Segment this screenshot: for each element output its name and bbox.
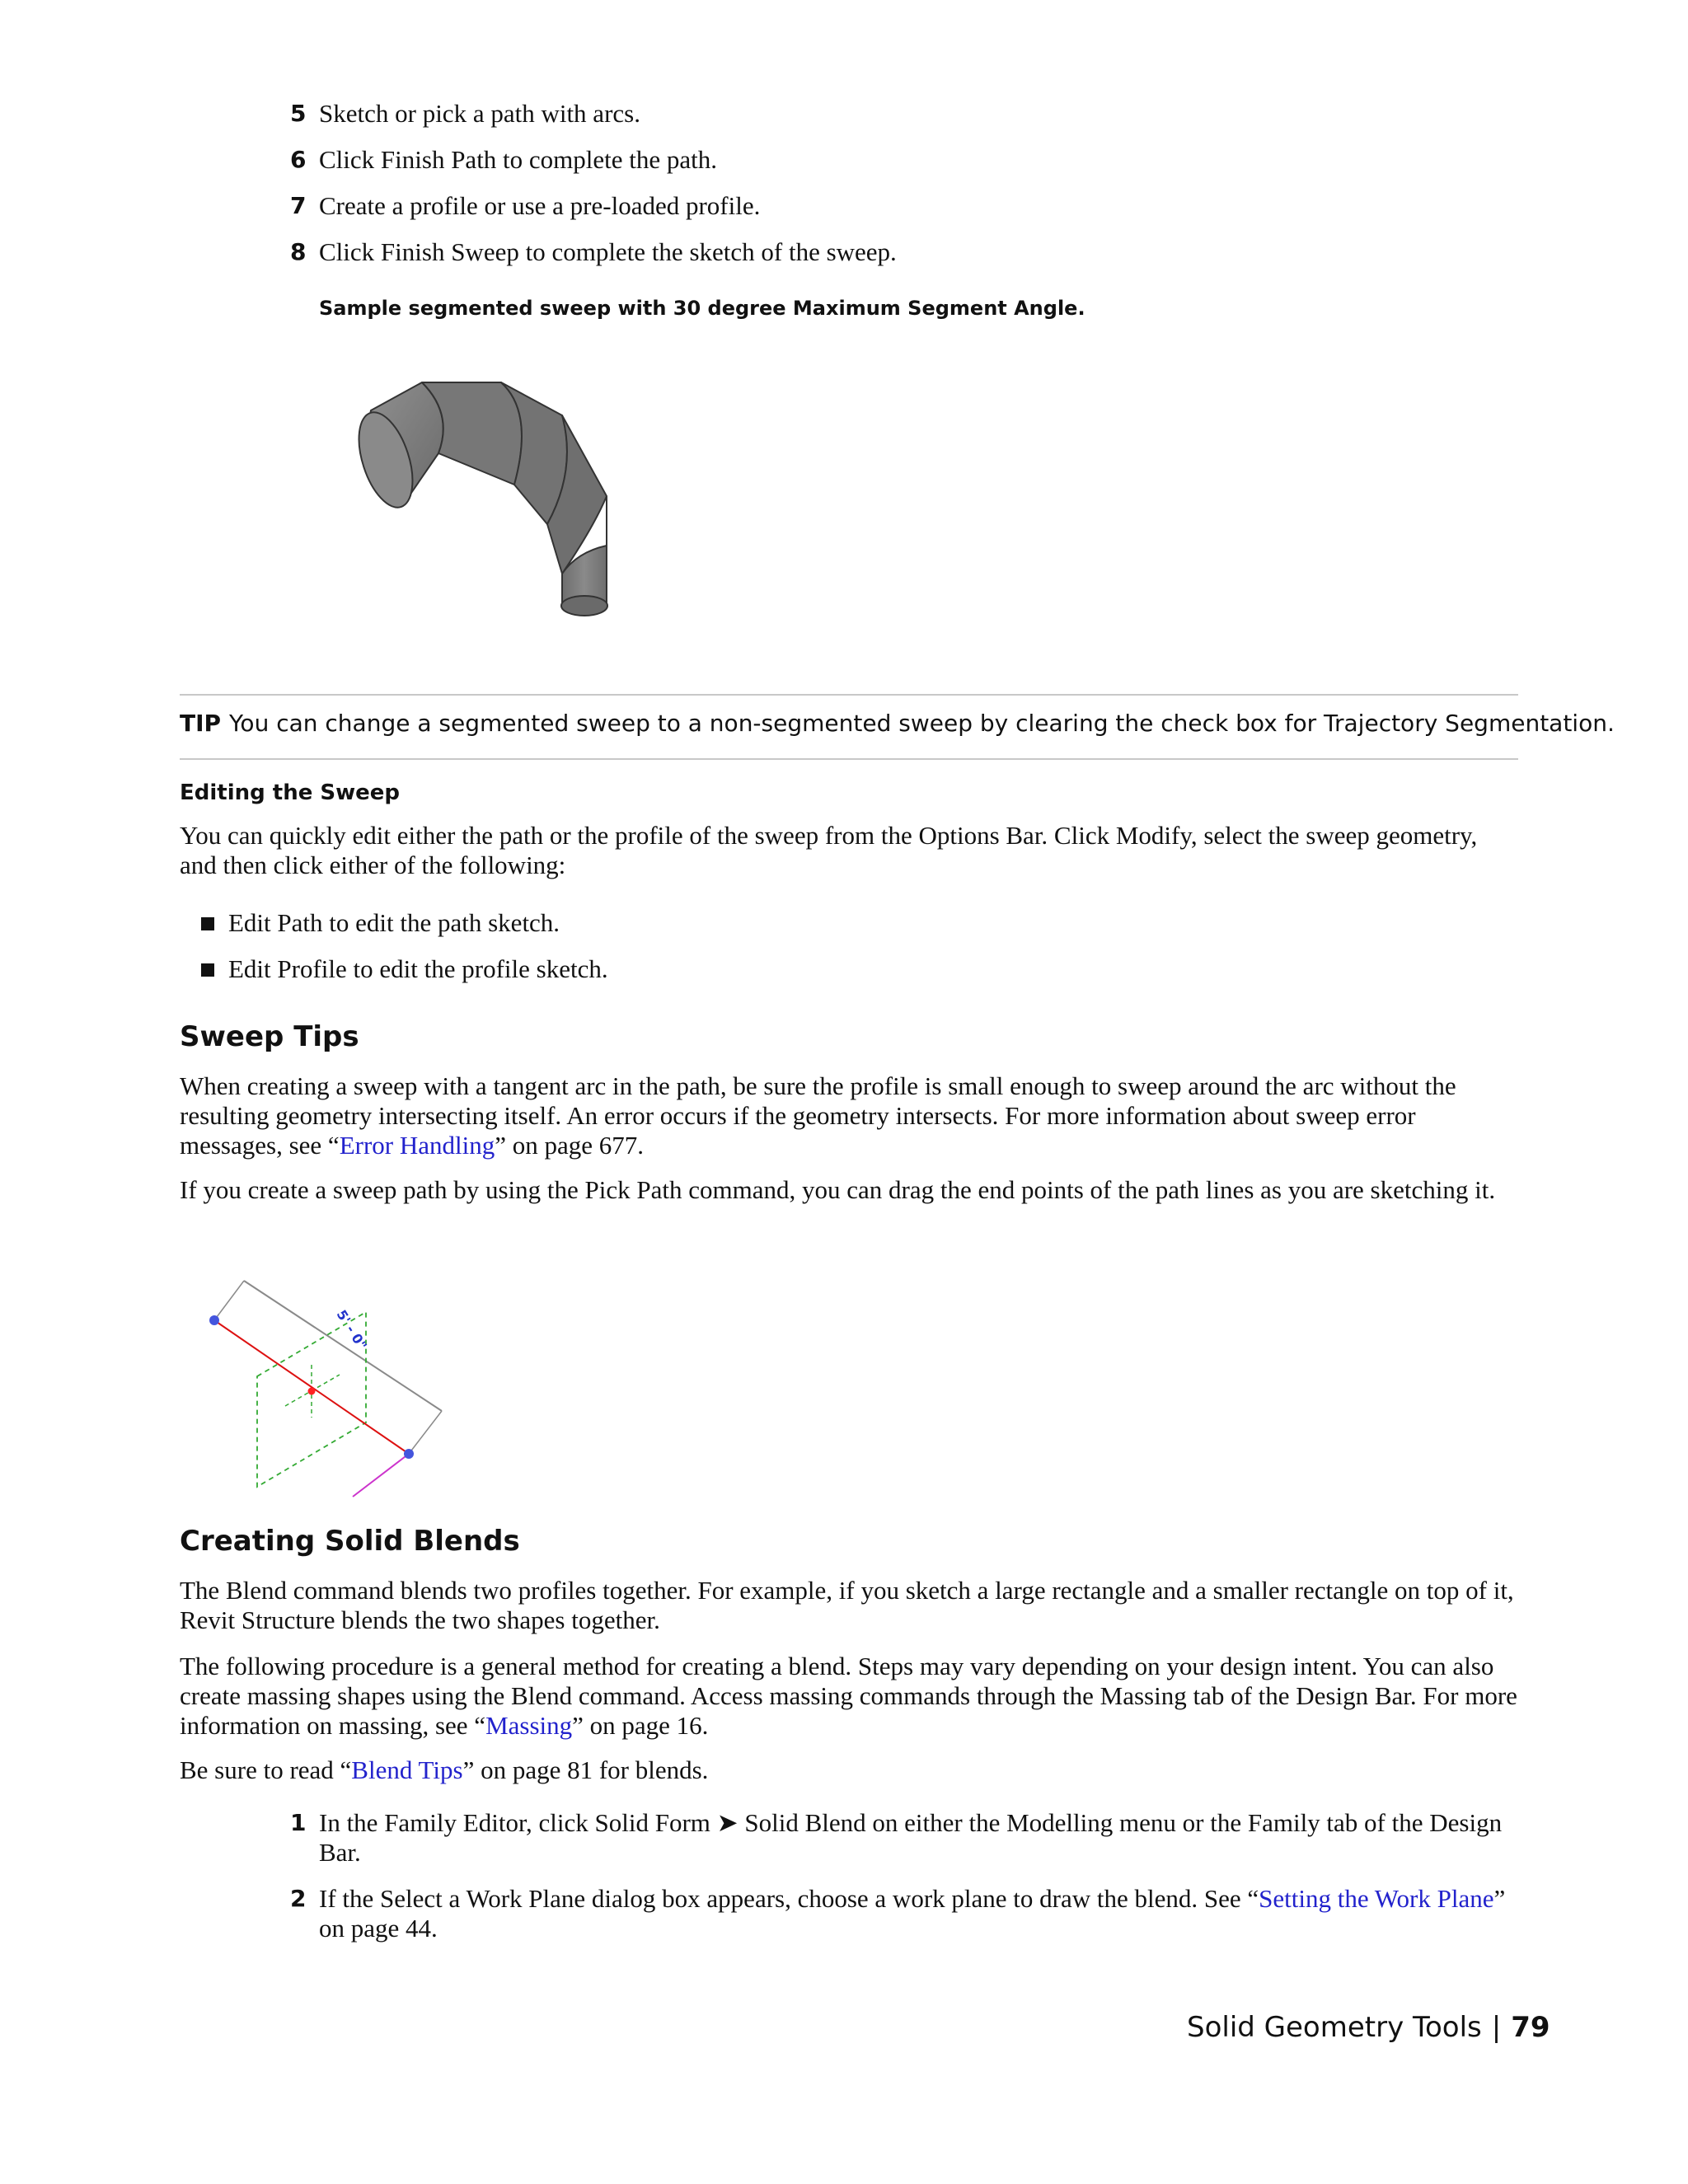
editing-heading: Editing the Sweep (180, 780, 401, 805)
bullet-text: Edit Path to edit the path sketch. (228, 908, 560, 937)
tip-note (180, 710, 1615, 738)
figure-caption: Sample segmented sweep with 30 degree Maximum Segment Angle. (319, 297, 1085, 320)
path-line (214, 1320, 409, 1454)
page-footer (1187, 2011, 1550, 2044)
tip-rule-bottom (180, 758, 1518, 760)
magenta-line (353, 1454, 409, 1497)
step-text: Sketch or pick a path with arcs. (319, 99, 640, 128)
step-8 (290, 237, 1518, 267)
text-run: ” on page 16. (572, 1711, 709, 1740)
text-run: ” on page 44. (319, 1884, 1506, 1943)
sweep-tips-paragraph-1 (180, 1071, 1518, 1160)
text-run: If the Select a Work Plane dialog box appears, choose a work plane to draw the blend. See “ (319, 1884, 1259, 1913)
bullet-square-icon (201, 917, 214, 930)
step-text: Click Finish Sweep to complete the sketch of the sweep. (319, 237, 897, 266)
error-handling-link[interactable]: Error Handling (339, 1131, 495, 1160)
step-number: 5 (290, 100, 307, 127)
text-run: ” on page 81 for blends. (462, 1755, 709, 1784)
page-number: 79 (1511, 2011, 1550, 2044)
tip-text: You can change a segmented sweep to a non-segmented sweep by clearing the check box for Trajectory Segmentation. (229, 710, 1615, 737)
text-run: Solid Blend on either the Modelling menu or the Family tab of the Design Bar. (319, 1808, 1503, 1867)
step-number: 7 (290, 192, 307, 219)
blends-paragraph-1: The Blend command blends two profiles together. For example, if you sketch a large rectangle and a smaller rectangle on top of it, Revit Structure blends the two shapes together. (180, 1576, 1514, 1634)
bullet-text: Edit Profile to edit the profile sketch. (228, 954, 608, 983)
step-text (319, 1808, 1518, 1868)
step-text: Click Finish Path to complete the path. (319, 145, 718, 174)
text-run: In the Family Editor, click Solid Form (319, 1808, 717, 1837)
tip-rule-top (180, 694, 1518, 696)
blend-step-2 (290, 1884, 1518, 1943)
step-7 (290, 191, 1518, 221)
text-run: ” on page 677. (495, 1131, 644, 1160)
sweep-tips-paragraph-2: If you create a sweep path by using the Pick Path command, you can drag the end points of the path lines as you are sketching it. (180, 1175, 1496, 1204)
segmented-sweep-figure (330, 363, 725, 659)
text-run: Be sure to read “ (180, 1755, 352, 1784)
massing-link[interactable]: Massing (485, 1711, 573, 1740)
dimension-label: 5' - 0" (333, 1307, 370, 1353)
sweep-bottom-cap (561, 596, 607, 616)
footer-separator: | (1491, 2011, 1502, 2044)
step-text: Create a profile or use a pre-loaded profile. (319, 191, 761, 220)
footer-section-title: Solid Geometry Tools (1187, 2011, 1482, 2044)
step-number: 1 (290, 1809, 307, 1836)
setting-work-plane-link[interactable]: Setting the Work Plane (1259, 1884, 1494, 1913)
path-endpoint-end (404, 1449, 414, 1459)
step-text (319, 1884, 1518, 1943)
step-5 (290, 99, 1518, 129)
tip-label: TIP (180, 710, 222, 737)
bullet-item (201, 954, 1518, 984)
editing-paragraph: You can quickly edit either the path or the profile of the sweep from the Options Bar. Click Modify, select the sweep geometry, and then click either of the following: (180, 821, 1478, 879)
blends-paragraph-3 (180, 1755, 1518, 1785)
step-number: 8 (290, 238, 307, 265)
blends-heading: Creating Solid Blends (180, 1525, 520, 1558)
text-run: When creating a sweep with a tangent arc in the path, be sure the profile is small enough to sweep around the arc without the resulting geometry intersecting itself. An error occurs if the geometry intersects. For more information about sweep error messages, see “ (180, 1071, 1456, 1160)
pick-path-figure (198, 1269, 462, 1500)
text-run: The following procedure is a general method for creating a blend. Steps may vary depending on your design intent. You can also create massing shapes using the Blend command. Access massing commands through the Massing tab of the Design Bar. For more information on massing, see “ (180, 1652, 1517, 1740)
sweep-tips-heading: Sweep Tips (180, 1020, 359, 1053)
path-midpoint (308, 1388, 316, 1395)
menu-arrow-icon: ➤ (716, 1808, 738, 1838)
blends-paragraph-2 (180, 1652, 1518, 1741)
path-endpoint-start (209, 1315, 219, 1325)
bullet-item (201, 908, 1518, 938)
step-number: 6 (290, 146, 307, 173)
dimension-line (244, 1281, 442, 1411)
bullet-square-icon (201, 963, 214, 977)
step-6 (290, 145, 1518, 175)
step-number: 2 (290, 1885, 307, 1912)
blend-tips-link[interactable]: Blend Tips (351, 1755, 463, 1784)
blend-step-1 (290, 1808, 1518, 1868)
